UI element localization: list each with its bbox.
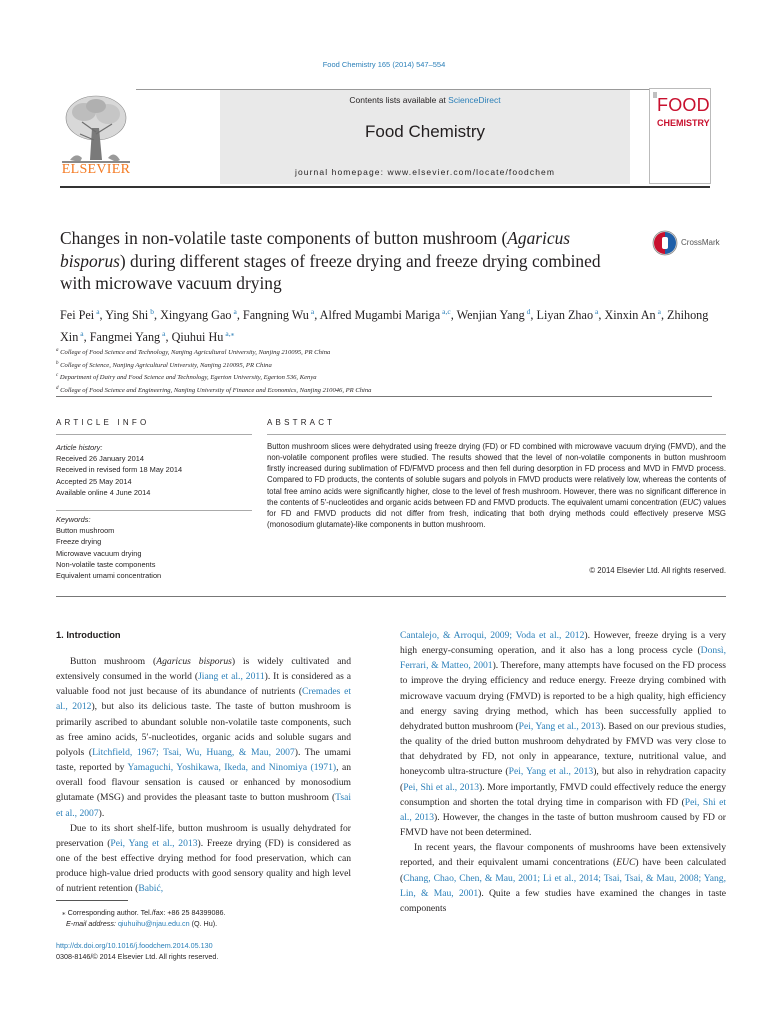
cover-title-line1: FOOD bbox=[657, 95, 710, 115]
intro-paragraph-3 bbox=[400, 840, 726, 916]
paragraph-text: ) have been calculated ( bbox=[400, 857, 726, 884]
author-affiliation-marker[interactable]: a bbox=[657, 307, 661, 316]
doi-link[interactable]: http://dx.doi.org/10.1016/j.foodchem.2014.05.130 bbox=[56, 941, 213, 950]
paragraph-text: ). bbox=[98, 807, 105, 819]
abstract-copyright: © 2014 Elsevier Ltd. All rights reserved. bbox=[589, 566, 726, 575]
history-item: Accepted 25 May 2014 bbox=[56, 476, 132, 486]
citation-link[interactable]: Tsai et al., 2007 bbox=[56, 792, 351, 819]
keyword-item: Freeze drying bbox=[56, 537, 102, 547]
abstract-part1: Button mushroom slices were dehydrated using freeze drying (FD) or FD combined with microwave vacuum drying (FMVD), and the non-volatile component profiles were studied. The results showed that the level of non-volatile components in button mushroom firstly increased during sublimation of FD/FMVD process and then fell during desorption in FD process and MVD in FMVD process. Compared to FD products, the contents of soluble sugars and polyols in FMVD products were relatively low, whereas the contents of total free amino acids were significantly higher, close to the level of fresh mushroom. However, there was no significant difference in the contents of 5′-nucleotides and organic acids between FD and FMVD products. The equivalent umami concentration ( bbox=[267, 442, 726, 507]
journal-reference[interactable]: Food Chemistry 165 (2014) 547–554 bbox=[322, 60, 446, 69]
author-affiliation-marker[interactable]: a bbox=[96, 307, 100, 316]
keyword-item: Button mushroom bbox=[56, 526, 115, 536]
citation-link[interactable]: Pei, Shi et al., 2013 bbox=[403, 781, 479, 793]
article-info-rule bbox=[56, 434, 252, 435]
citation-link[interactable]: Cremades et al., 2012 bbox=[56, 686, 351, 713]
author-name[interactable]: Fangning Wu bbox=[242, 308, 309, 323]
history-item: Received 26 January 2014 bbox=[56, 454, 144, 464]
author-affiliation-marker[interactable]: a bbox=[310, 307, 315, 316]
elsevier-logo[interactable] bbox=[56, 88, 136, 184]
abstract-bottom-rule bbox=[56, 596, 726, 597]
author-name[interactable]: Zhihong Xin bbox=[60, 308, 709, 344]
corresponding-line bbox=[56, 907, 356, 918]
author-name[interactable]: Wenjian Yang bbox=[456, 308, 525, 323]
abstract-rule bbox=[267, 434, 726, 435]
author-list bbox=[60, 303, 720, 346]
keywords-label: Keywords: bbox=[56, 515, 91, 524]
affiliation-marker: c bbox=[56, 373, 59, 379]
affiliation-marker: a bbox=[56, 348, 59, 353]
journal-cover[interactable] bbox=[649, 88, 711, 184]
affiliation-text: Department of Dairy and Food Science and Technology, Egerton University, Egerton 536, Kenya bbox=[58, 374, 317, 382]
author-name[interactable]: Alfred Mugambi Mariga bbox=[319, 308, 441, 323]
citation-link[interactable]: Cantalejo, & Arroqui, 2009; Voda et al., 2012 bbox=[400, 630, 585, 641]
history-label: Article history: bbox=[56, 443, 103, 452]
italic-text: Agaricus bisporus bbox=[156, 656, 232, 667]
cover-title-line2: CHEMISTRY bbox=[657, 118, 710, 128]
author-separator: , bbox=[83, 329, 90, 344]
paragraph-text: In recent years, the flavour components of mushrooms have been extensively reported, and their equivalent umami concentrations ( bbox=[400, 842, 726, 869]
journal-homepage bbox=[220, 167, 630, 177]
author-separator: , bbox=[153, 308, 161, 323]
author-separator: , bbox=[450, 308, 457, 323]
author-separator: , bbox=[598, 308, 605, 323]
author-affiliation-marker[interactable]: a bbox=[595, 307, 599, 316]
affiliation-text: College of Science, Nanjing Agricultural University, Nanjing 210095, PR China bbox=[58, 361, 272, 369]
history-item: Available online 4 June 2014 bbox=[56, 487, 151, 497]
article-title bbox=[60, 227, 620, 295]
author-affiliation-marker[interactable]: a,⁎ bbox=[225, 328, 235, 338]
keyword-item: Equivalent umami concentration bbox=[56, 571, 162, 581]
contents-line bbox=[220, 95, 630, 105]
intro-paragraph-2-continued bbox=[400, 628, 726, 840]
affiliation-marker: b bbox=[56, 360, 59, 366]
keywords bbox=[56, 514, 252, 581]
author-separator: , bbox=[99, 308, 106, 323]
paragraph-text: ). However, freeze drying is a very high energy-consuming operation, and it also has a long process cycle ( bbox=[400, 630, 726, 657]
author-affiliation-marker[interactable]: a bbox=[233, 307, 237, 316]
affiliation-marker: d bbox=[56, 385, 59, 391]
affiliation-text: College of Food Science and Technology, Nanjing Agricultural University, Nanjing 210095, PR China bbox=[58, 349, 331, 357]
affiliation-rule bbox=[56, 396, 712, 397]
title-part1: Changes in non-volatile taste components of button mushroom ( bbox=[60, 228, 508, 248]
affiliation-item bbox=[56, 359, 716, 372]
paragraph-text: ). The umami taste, reported by bbox=[56, 746, 351, 774]
crossmark-icon bbox=[652, 230, 678, 256]
abstract-text bbox=[267, 441, 726, 530]
abstract-euc: EUC bbox=[682, 497, 699, 507]
affiliation-list bbox=[56, 346, 716, 396]
paragraph-text: ). Quite a few studies have examined the changes in taste components bbox=[400, 887, 726, 914]
title-part2: ) during different stages of freeze drying and freeze drying combined with microwave vacuum drying bbox=[60, 250, 601, 293]
article-history bbox=[56, 442, 252, 498]
author-affiliation-marker[interactable]: b bbox=[150, 307, 154, 316]
citation-link[interactable]: Pei, Yang et al., 2013 bbox=[508, 766, 594, 778]
paragraph-text: ). Based on our previous studies, the quality of the dried button mushroom dehydrated by FMVD was very close to that dehydrated by FD, not only in appearance, texture, nutritional value, and honeycomb ultra-structure ( bbox=[400, 720, 726, 778]
citation-link[interactable]: Chang, Chao, Chen, & Mau, 2001; Li et al., 2014; Tsai, Tsai, & Mau, 2008; Yang, Lin, & Mau, 2001 bbox=[400, 872, 726, 899]
citation-link[interactable]: Pei, Shi et al., 2013 bbox=[400, 796, 726, 823]
footnote-star: ⁎ bbox=[62, 908, 66, 917]
paragraph-text: ). Therefore, many attempts have focused on the FD process to improve the drying efficiency and reduce energy. Freeze drying combined with microwave vacuum drying (FMVD) is reported to be a high quality, high efficiency and energy saving drying method, which has been successfully applied to dehydrated button mushroom ( bbox=[400, 660, 726, 732]
author-affiliation-marker[interactable]: a bbox=[80, 328, 84, 338]
history-list bbox=[56, 453, 252, 498]
author-separator: , bbox=[660, 308, 668, 323]
abstract-part2: ) values for FD and FMVD products did not differ from fresh, indicating that both drying methods could effectively preserve MSG (monosodium glutamate)-like components in button mushroom. bbox=[267, 497, 726, 530]
doi-block bbox=[56, 940, 356, 962]
author-affiliation-marker[interactable]: d bbox=[526, 307, 531, 316]
email-link[interactable]: qiuhuihu@njau.edu.cn bbox=[117, 919, 190, 928]
paragraph-text: ). Freeze drying (FD) is considered as one of the best effective drying method for food preservation, which can produce high-value dried products with good sensory quality and high level of nutrient retention ( bbox=[56, 837, 352, 895]
paragraph-text: ), but also in rehydration capacity ( bbox=[400, 766, 726, 793]
author-affiliation-marker[interactable]: a bbox=[162, 328, 166, 338]
email-suffix: (Q. Hu). bbox=[189, 919, 218, 928]
citation-link[interactable]: Donsì, Ferrari, & Matteo, 2001 bbox=[400, 645, 726, 672]
author-separator: , bbox=[530, 308, 537, 323]
homepage-prefix: journal homepage: bbox=[294, 167, 388, 177]
paragraph-text: Button mushroom ( bbox=[70, 656, 157, 667]
author-name[interactable]: Ying Shi bbox=[105, 308, 149, 323]
author-name[interactable]: Xinxin An bbox=[604, 308, 656, 323]
author-name[interactable]: Liyan Zhao bbox=[536, 308, 594, 323]
keyword-list bbox=[56, 525, 252, 581]
keyword-item: Non-volatile taste components bbox=[56, 559, 156, 569]
citation-link[interactable]: Litchfield, 1967; Tsai, Wu, Huang, & Mau, 2007 bbox=[92, 746, 295, 758]
citation-link[interactable]: Jiang et al., 2011 bbox=[198, 671, 265, 683]
keywords-rule bbox=[56, 510, 252, 511]
body-column-right bbox=[400, 628, 726, 916]
author-separator: , bbox=[314, 308, 320, 323]
citation-link[interactable]: Pei, Yang et al., 2013 bbox=[518, 720, 601, 732]
paragraph-text: ), but also its delicious taste. The taste of button mushroom is primarily ascribed to abundant soluble non-volatile taste components, such as free amino acids, 5′-nucleotides, organic acids and soluble sugars and polyols ( bbox=[56, 701, 351, 758]
corresponding-footnote bbox=[56, 907, 356, 929]
keyword-item: Microwave vacuum drying bbox=[56, 548, 142, 558]
author-name[interactable]: Xingyang Gao bbox=[160, 308, 232, 323]
citation-link[interactable]: Yamaguchi, Yoshikawa, Ikeda, and Ninomiya (1971) bbox=[127, 762, 337, 774]
introduction-heading: 1. Introduction bbox=[56, 630, 121, 640]
issn-line: 0308-8146/© 2014 Elsevier Ltd. All rights reserved. bbox=[56, 952, 219, 961]
author-name[interactable]: Fangmei Yang bbox=[89, 329, 161, 344]
email-label: E-mail address: bbox=[66, 919, 118, 928]
author-name[interactable]: Fei Pei bbox=[60, 308, 95, 323]
title-species: Agaricus bisporus bbox=[60, 228, 571, 271]
author-separator: , bbox=[165, 329, 172, 344]
crossmark-button[interactable] bbox=[652, 230, 732, 260]
affiliation-item bbox=[56, 384, 716, 397]
paragraph-text: ). However, the changes in the taste of button mushroom caused by FD or FMVD have not been determined. bbox=[400, 811, 726, 839]
contents-prefix: Contents lists available at bbox=[349, 95, 449, 105]
paragraph-text: ) is widely cultivated and extensively consumed in the world ( bbox=[56, 656, 352, 683]
affiliation-text: College of Food Science and Engineering, Nanjing University of Finance and Economics, Nanjing 210046, PR China bbox=[58, 386, 372, 394]
history-item: Received in revised form 18 May 2014 bbox=[56, 465, 183, 475]
corresponding-text: Corresponding author. Tel./fax: +86 25 84399086. bbox=[65, 908, 226, 917]
affiliation-item bbox=[56, 371, 716, 384]
author-name[interactable]: Qiuhui Hu bbox=[171, 329, 224, 344]
citation-link[interactable]: Pei, Yang et al., 2013 bbox=[110, 837, 198, 849]
intro-paragraph-1 bbox=[56, 654, 351, 821]
affiliation-item bbox=[56, 346, 716, 359]
crossmark-label: CrossMark bbox=[681, 238, 720, 247]
paragraph-text: ). More importantly, FMVD could effectively reduce the energy consumption and shorten the total drying time in comparison with FD ( bbox=[400, 781, 726, 808]
italic-text: EUC bbox=[616, 857, 636, 869]
abstract-heading: ABSTRACT bbox=[267, 418, 336, 427]
author-affiliation-marker[interactable]: a,c bbox=[442, 307, 451, 316]
author-separator: , bbox=[236, 308, 243, 323]
paragraph-text: ). It is considered as a valuable food not just because of its abundance of nutrients ( bbox=[56, 671, 352, 698]
publisher-wordmark: ELSEVIER bbox=[61, 162, 131, 177]
journal-title[interactable]: Food Chemistry bbox=[365, 122, 485, 141]
paragraph-text: , an overall food flavour sensation is caused or enhanced by monosodium glutamate (MSG) and provides the pleasant taste to button mushroom ( bbox=[56, 762, 352, 804]
intro-paragraph-2 bbox=[56, 821, 351, 897]
homepage-url[interactable]: www.elsevier.com/locate/foodchem bbox=[387, 167, 556, 177]
citation-link[interactable]: Babić, bbox=[138, 883, 164, 895]
footnote-rule bbox=[56, 900, 128, 901]
sciencedirect-link[interactable]: ScienceDirect bbox=[448, 95, 501, 105]
header-bottom-rule bbox=[60, 186, 710, 188]
paragraph-text: Due to its short shelf-life, button mushroom is usually dehydrated for preservation ( bbox=[56, 822, 351, 849]
body-column-left bbox=[56, 654, 351, 897]
article-info-heading: ARTICLE INFO bbox=[56, 418, 150, 427]
email-line bbox=[56, 918, 356, 929]
